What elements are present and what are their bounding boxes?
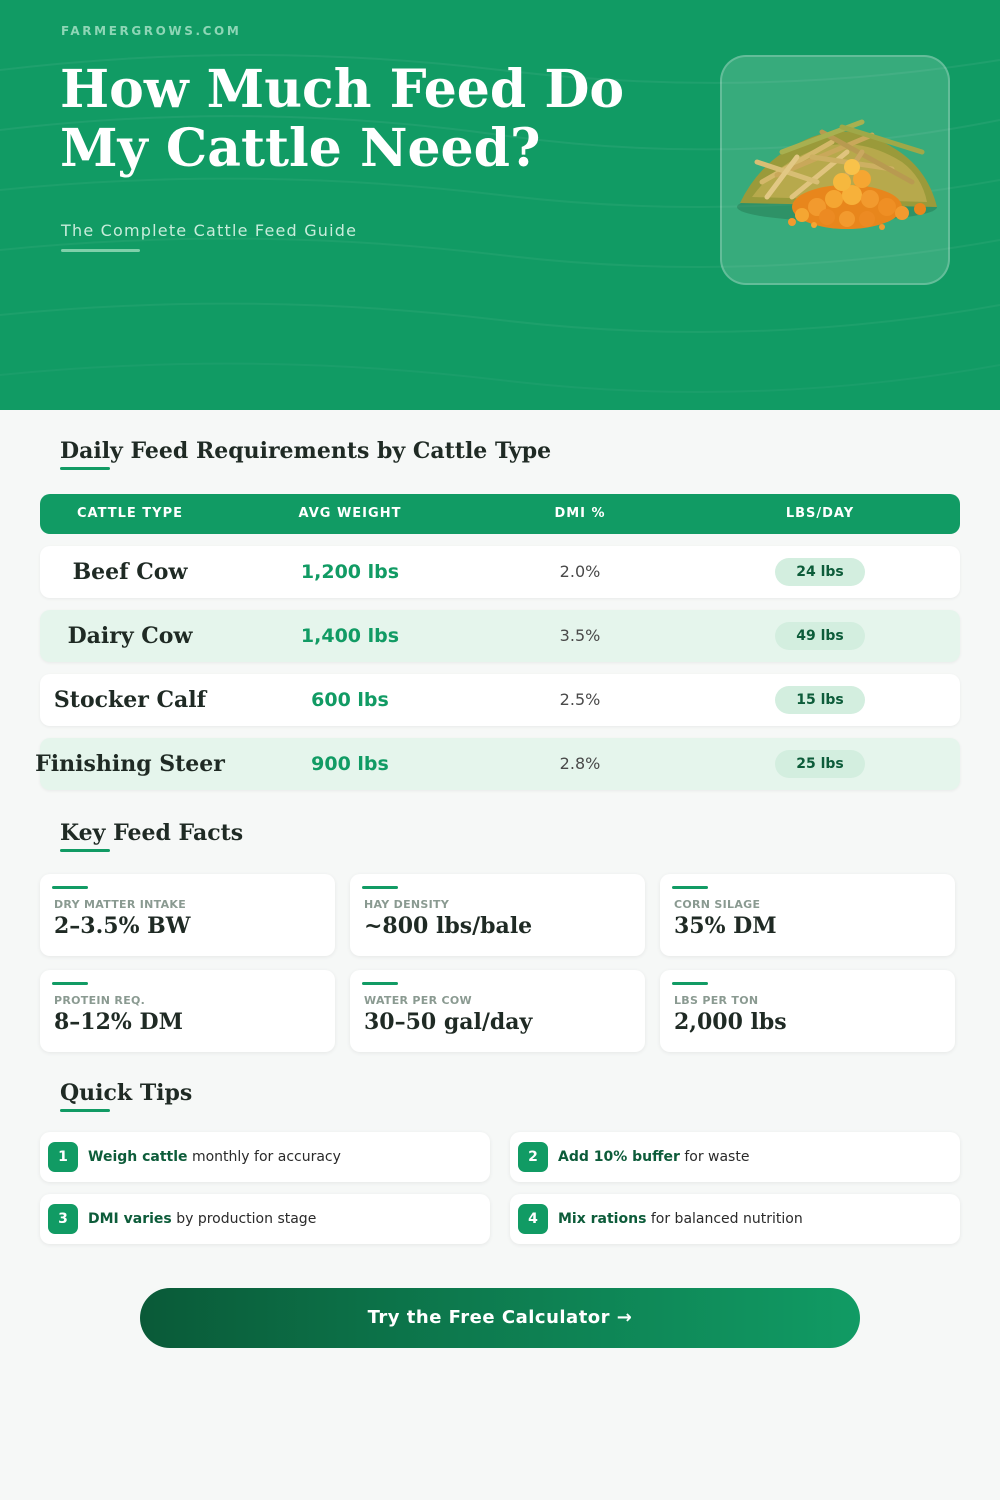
fact-value: 2,000 lbs (674, 1009, 787, 1035)
dmi-cell: 2.5% (559, 690, 601, 709)
fact-value: 35% DM (674, 913, 777, 939)
tip-detail: for waste (679, 1149, 750, 1165)
lbs-per-day-badge: 15 lbs (775, 686, 865, 714)
hay-and-grain-feed-pile-icon (722, 57, 952, 287)
subtitle-underline (61, 249, 140, 252)
lbs-per-day-badge: 49 lbs (775, 622, 865, 650)
tip-number-badge: 4 (518, 1204, 548, 1234)
fact-card-lbs-per-ton (660, 970, 955, 1052)
fact-accent-bar (672, 982, 708, 985)
fact-accent-bar (52, 886, 88, 889)
feed-table-heading-underline (60, 467, 110, 470)
hero-banner (0, 0, 1000, 410)
tip-emphasis: Add 10% buffer (558, 1149, 680, 1165)
fact-card-hay-density (350, 874, 645, 956)
tip-number-badge: 2 (518, 1142, 548, 1172)
fact-label: CORN SILAGE (674, 898, 761, 911)
fact-label: PROTEIN REQ. (54, 994, 146, 1007)
avg-weight-cell: 1,400 lbs (300, 625, 400, 647)
tip-emphasis: Weigh cattle (88, 1149, 188, 1165)
avg-weight-cell: 900 lbs (311, 753, 389, 775)
tip-text (558, 1132, 749, 1182)
avg-weight-cell: 600 lbs (311, 689, 389, 711)
dmi-cell: 3.5% (559, 626, 601, 645)
tip-item (40, 1194, 490, 1244)
tip-text (88, 1194, 316, 1244)
avg-weight-cell: 1,200 lbs (300, 561, 400, 583)
fact-accent-bar (52, 982, 88, 985)
table-row (40, 610, 960, 662)
free-calculator-button[interactable]: Try the Free Calculator → (140, 1288, 860, 1348)
fact-accent-bar (362, 982, 398, 985)
tip-detail: by production stage (171, 1211, 317, 1227)
column-header-cattle-type: CATTLE TYPE (76, 506, 183, 521)
cattle-type-cell: Dairy Cow (67, 623, 193, 649)
quick-tips-heading-underline (60, 1109, 110, 1112)
cattle-type-cell: Beef Cow (72, 559, 188, 585)
fact-accent-bar (672, 886, 708, 889)
key-facts-heading-underline (60, 849, 110, 852)
lbs-per-day-badge: 24 lbs (775, 558, 865, 586)
tip-item (510, 1132, 960, 1182)
table-row (35, 738, 960, 790)
fact-accent-bar (362, 886, 398, 889)
cattle-type-cell: Stocker Calf (53, 687, 207, 713)
tip-text (558, 1194, 803, 1244)
fact-card-dry-matter-intake (40, 874, 335, 956)
fact-value: 8–12% DM (54, 1009, 183, 1035)
dmi-cell: 2.0% (559, 562, 601, 581)
tip-emphasis: Mix rations (558, 1211, 647, 1227)
table-row (40, 546, 960, 598)
fact-card-protein-req (40, 970, 335, 1052)
fact-card-water-per-cow (350, 970, 645, 1052)
column-header-lbs-per-day: LBS/DAY (785, 506, 855, 521)
column-header-avg-weight: AVG WEIGHT (298, 506, 402, 521)
tip-number-badge: 3 (48, 1204, 78, 1234)
tip-item (510, 1194, 960, 1244)
dmi-cell: 2.8% (559, 754, 601, 773)
page-subtitle: The Complete Cattle Feed Guide (61, 221, 358, 240)
brand-name: FARMERGROWS.COM (61, 24, 242, 38)
tip-emphasis: DMI varies (88, 1211, 172, 1227)
fact-value: 2–3.5% BW (54, 913, 191, 939)
tip-text (88, 1132, 341, 1182)
table-header (40, 494, 960, 534)
table-row (40, 674, 960, 726)
fact-card-corn-silage (660, 874, 955, 956)
page-title: How Much Feed Do My Cattle Need? (60, 59, 625, 179)
fact-label: HAY DENSITY (364, 898, 450, 911)
tip-detail: for balanced nutrition (646, 1211, 803, 1227)
fact-value: 30–50 gal/day (364, 1009, 533, 1035)
feed-table-heading: Daily Feed Requirements by Cattle Type (60, 438, 552, 464)
key-facts-heading: Key Feed Facts (60, 820, 244, 846)
cattle-type-cell: Finishing Steer (35, 751, 225, 777)
lbs-per-day-badge: 25 lbs (775, 750, 865, 778)
fact-label: WATER PER COW (364, 994, 472, 1007)
fact-label: DRY MATTER INTAKE (54, 898, 187, 911)
tip-number-badge: 1 (48, 1142, 78, 1172)
tip-item (40, 1132, 490, 1182)
fact-label: LBS PER TON (674, 994, 759, 1007)
quick-tips-heading: Quick Tips (60, 1080, 193, 1106)
hero-illustration-card (720, 55, 950, 285)
column-header-dmi: DMI % (554, 506, 606, 521)
fact-value: ~800 lbs/bale (364, 913, 533, 939)
tip-detail: monthly for accuracy (187, 1149, 341, 1165)
